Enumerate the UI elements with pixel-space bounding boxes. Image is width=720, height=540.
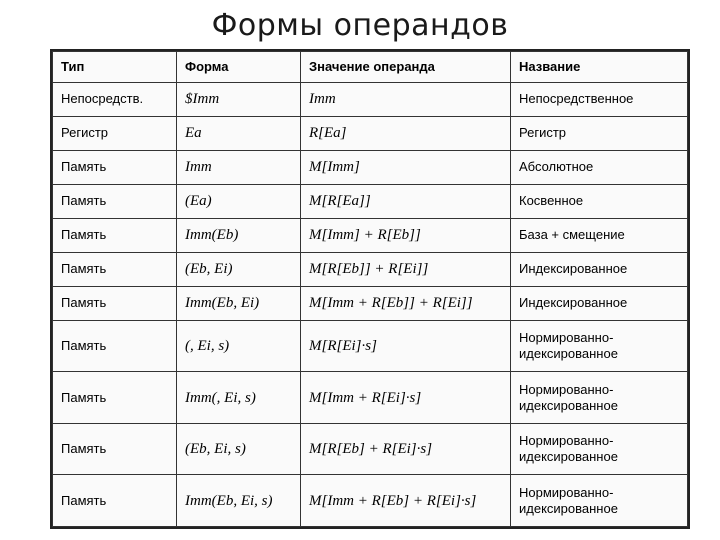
cell-name: Нормированно- идексированное xyxy=(511,423,688,475)
table-row xyxy=(53,286,688,320)
cell-form: Imm(Eb) xyxy=(177,218,301,252)
cell-form: Imm(Eb, Ei) xyxy=(177,286,301,320)
table-row xyxy=(53,83,688,117)
cell-value: M[Imm] + R[Eb]] xyxy=(301,218,511,252)
table-header-row xyxy=(53,52,688,83)
table-row xyxy=(53,423,688,475)
cell-value: M[Imm + R[Eb]] + R[Ei]] xyxy=(301,286,511,320)
page-title: Формы операндов xyxy=(211,8,509,43)
cell-type: Память xyxy=(53,286,177,320)
cell-name: Индексированное xyxy=(511,286,688,320)
cell-value: M[R[Eb] + R[Ei]·s] xyxy=(301,423,511,475)
cell-name: Непосредственное xyxy=(511,83,688,117)
cell-value: M[Imm + R[Ei]·s] xyxy=(301,372,511,424)
cell-name: Абсолютное xyxy=(511,150,688,184)
header-form: Форма xyxy=(177,52,301,83)
header-type: Тип xyxy=(53,52,177,83)
operand-forms-table xyxy=(50,49,690,529)
header-name: Название xyxy=(511,52,688,83)
table-row xyxy=(53,218,688,252)
header-value: Значение операнда xyxy=(301,52,511,83)
cell-form: (Ea) xyxy=(177,184,301,218)
cell-type: Память xyxy=(53,184,177,218)
cell-value: R[Ea] xyxy=(301,116,511,150)
table-body xyxy=(53,83,688,527)
cell-name: Регистр xyxy=(511,116,688,150)
cell-name: Косвенное xyxy=(511,184,688,218)
cell-name: Нормированно- идексированное xyxy=(511,372,688,424)
cell-type: Регистр xyxy=(53,116,177,150)
cell-form: $Imm xyxy=(177,83,301,117)
cell-name: База + смещение xyxy=(511,218,688,252)
cell-form: Imm(Eb, Ei, s) xyxy=(177,475,301,527)
cell-form: (Eb, Ei) xyxy=(177,252,301,286)
cell-type: Память xyxy=(53,372,177,424)
cell-type: Память xyxy=(53,475,177,527)
cell-value: M[Imm] xyxy=(301,150,511,184)
cell-type: Память xyxy=(53,252,177,286)
cell-name: Нормированно- идексированное xyxy=(511,475,688,527)
table-row xyxy=(53,475,688,527)
cell-type: Память xyxy=(53,150,177,184)
cell-type: Память xyxy=(53,423,177,475)
table-row xyxy=(53,320,688,372)
cell-name: Индексированное xyxy=(511,252,688,286)
table-row xyxy=(53,150,688,184)
cell-form: (, Ei, s) xyxy=(177,320,301,372)
cell-form: Imm xyxy=(177,150,301,184)
cell-type: Непосредств. xyxy=(53,83,177,117)
cell-name: Нормированно- идексированное xyxy=(511,320,688,372)
cell-value: Imm xyxy=(301,83,511,117)
table-row xyxy=(53,372,688,424)
cell-type: Память xyxy=(53,320,177,372)
cell-form: Ea xyxy=(177,116,301,150)
cell-value: M[R[Ea]] xyxy=(301,184,511,218)
table-row xyxy=(53,116,688,150)
cell-form: (Eb, Ei, s) xyxy=(177,423,301,475)
cell-form: Imm(, Ei, s) xyxy=(177,372,301,424)
cell-type: Память xyxy=(53,218,177,252)
cell-value: M[Imm + R[Eb] + R[Ei]·s] xyxy=(301,475,511,527)
cell-value: M[R[Ei]·s] xyxy=(301,320,511,372)
table-row xyxy=(53,184,688,218)
cell-value: M[R[Eb]] + R[Ei]] xyxy=(301,252,511,286)
table-row xyxy=(53,252,688,286)
